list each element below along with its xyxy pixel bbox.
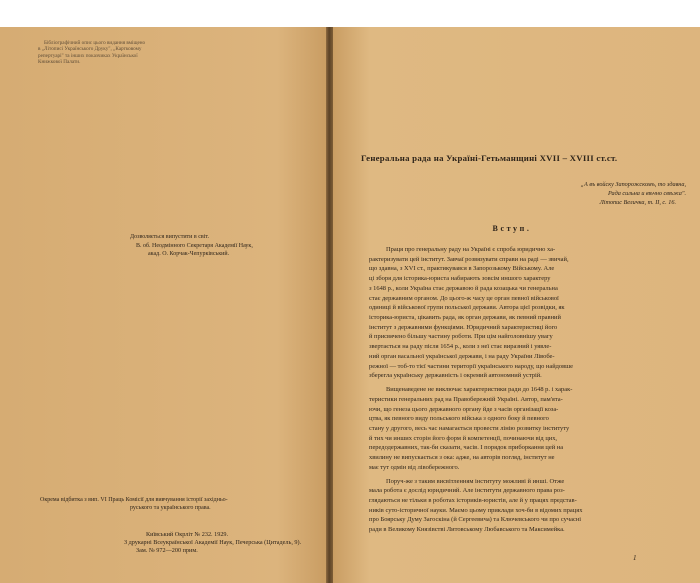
text-line: режної — тоб-то тієї частини території українського народу, що найдовше <box>369 362 573 370</box>
stamp-line: репертуарі" та інших показчиках Української <box>38 52 138 59</box>
bibliographic-stamp <box>38 40 158 84</box>
text-line: Вищенаведене не виключає характеристики ради до 1648 р. і харак- <box>386 386 573 394</box>
book-gutter <box>326 27 333 583</box>
epigraph-source: Літопис Величка, т. II, с. 16. <box>599 199 676 207</box>
page-number: 1 <box>633 554 637 562</box>
paragraph <box>369 477 695 535</box>
text-line: Праця про генеральну раду на Україні є спроба юридично ха- <box>386 246 556 253</box>
article-title: Генеральна рада на Україні-Гетьманщині XVII – XVIII ст.ст. <box>361 153 618 163</box>
text-line: рактеризувати цей інститут. Завчаї розвязувати справи на раді — звичай, <box>369 255 569 263</box>
paragraph <box>369 245 695 381</box>
text-line: історика-юриста, цікавить рада, як орган держави, як певний правний <box>369 314 561 322</box>
text-line: хвилину не випускається з ока: адже, на авторів погляд, інститут не <box>369 454 555 462</box>
imprint-line: Зам. № 972—200 прим. <box>136 546 198 554</box>
offprint-note <box>40 497 320 513</box>
paragraph <box>369 385 695 472</box>
approval-line: Дозволяється випустити в світ. <box>130 234 210 240</box>
epigraph <box>486 180 686 208</box>
section-heading: Вступ. <box>492 224 532 233</box>
text-line: глядаються не тільки в роботах істориків-юристів, але й у працях представ- <box>369 496 577 504</box>
text-line: ради в Великому Князівстві Литовському Любавського та Максимейка. <box>369 526 565 534</box>
stamp-line: в „Літописі Українського Друку", „Картковому <box>38 46 142 53</box>
text-line: й присвячено більшу частину роботи. При цім найголовнішу увагу <box>369 333 553 341</box>
text-line: має тут одмін від лівобережного. <box>369 463 460 471</box>
stamp-line: Бібліографічний опис цього видання вміщено <box>44 40 146 46</box>
stamp-line: Книжкової Палати. <box>38 58 81 65</box>
text-line: ці зборя для історика-юриста набирають зовсім иншого характеру <box>369 275 551 283</box>
text-line: ний орган васальної української держави, і на раду України Лівобе- <box>369 352 555 360</box>
printer-imprint <box>124 531 314 555</box>
text-line: Поруч-же з таким висвітленням інституту можливі й инші. Отже <box>386 477 565 485</box>
imprint-line: Київський Окрліт № 232. 1929. <box>146 531 229 538</box>
epigraph-line: Рада сильна и вѣчно свѣжа". <box>607 190 686 198</box>
censorship-approval <box>130 233 310 259</box>
text-line: з 1648 р., коли Україна стає державою й рада козацька чи генеральна <box>369 284 558 292</box>
approval-line: В. об. Неодмінного Секретаря Академії Наук, <box>136 242 253 249</box>
body-text <box>369 245 695 535</box>
text-line: передодержавних, так-би сказати, часів. І порядок приборкання цей на <box>369 444 564 452</box>
text-line: одиниці й військової групи польської держави. Автора цієї розвідки, як <box>369 304 565 312</box>
text-line: мала робота є дослід юридичний. Але інститути державного права роз- <box>369 487 565 495</box>
text-line: зберегла українську державність і окремий автономний устрій. <box>369 372 542 380</box>
text-line: теристики генеральних рад на Правобережній Україні. Автор, пам'ята- <box>369 395 563 403</box>
epigraph-line: „А въ войску Запорожскомъ, то здавна, <box>580 181 686 188</box>
text-line: що здавна, з XVI ст., практикувався в Запорозькому Війському. Але <box>369 265 555 273</box>
text-line: звертається на раду після 1654 р., коли з неї стає виразний і уявле- <box>369 343 552 351</box>
text-line: інститут з державними функціями. Юридичний характеристиці його <box>369 323 558 331</box>
offprint-line: Окрема відбитка з вип. VI Праць Комісії для вивчування історії західньо- <box>40 497 228 503</box>
text-line: ників суто-історичної науки. Маємо цьому приклади хоч-би в відомих працях <box>369 506 583 514</box>
text-line: цтва, як певного виду польського війська з одного боку й певного <box>369 415 549 423</box>
offprint-line: руського та українського права. <box>130 504 211 511</box>
text-line: стану у другого, весь час намагається провести лінію розвитку інституту <box>369 424 570 432</box>
text-line: про Боярську Думу Загоскіна (й Сергеевича) та Ключевського чи про сучасні <box>369 516 582 524</box>
imprint-line: З друкарні Всеукраїнської Академії Наук, Печерська (Цитадель, 9). <box>124 538 302 546</box>
text-line: й тих чи инших сторін його форм й компетенції, починаючи від цих, <box>369 434 558 442</box>
text-line: ючи, що генеза цього державного органу йде з часів організації коза- <box>369 405 559 413</box>
text-line: стає державним органом. До цього-ж часу це орган певної військової <box>369 294 559 302</box>
approval-line: акад. О. Корчак-Чепурківський. <box>148 251 230 257</box>
